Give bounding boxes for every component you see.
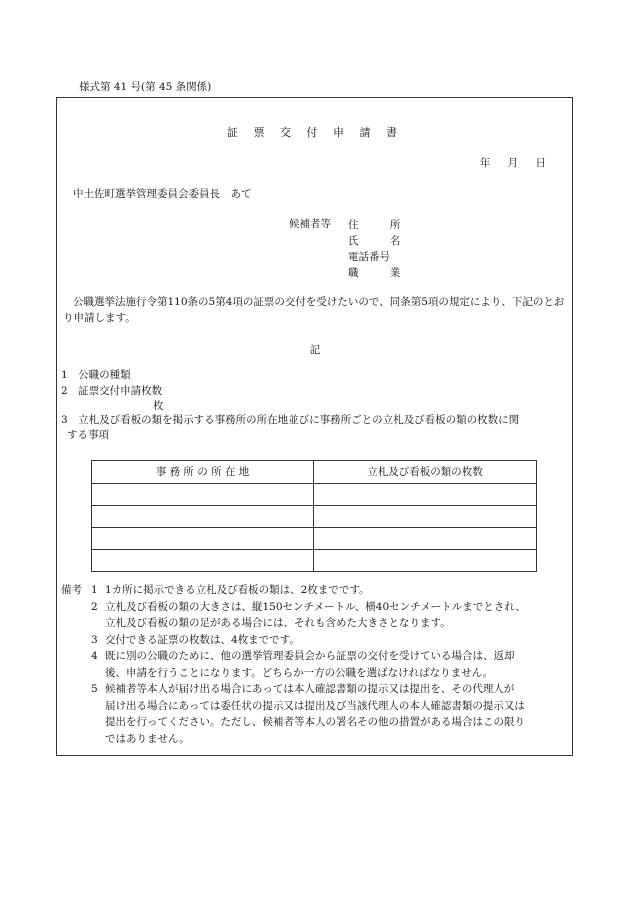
note-number: 4 xyxy=(91,650,98,662)
note-number: 5 xyxy=(91,683,98,695)
note-number: 1 xyxy=(91,584,98,596)
note-text-cont: 立札及び看板の類の足がある場合には、それも含めた大きさとなります。 xyxy=(105,617,451,629)
note-text-cont: 届け出る場合にあっては委任状の提示又は提出及び当該代理人の本人確認書類の提示又は xyxy=(105,699,525,712)
form-number: 様式第 41 号(第 45 条関係) xyxy=(79,81,212,93)
date-day: 日 xyxy=(535,157,548,169)
application-statement: 公職選挙法施行令第110条の5第4項の証票の交付を受けたいので、同条第5項の規定により、下記のとおり申請します。 xyxy=(63,296,565,324)
addressee: 中土佐町選挙管理委員会委員長 あて xyxy=(73,188,252,200)
sign-count-cell[interactable] xyxy=(314,528,537,550)
applicant-label: 候補者等 xyxy=(289,218,331,230)
office-location-cell[interactable] xyxy=(92,550,314,572)
item-count: 2 証票交付申請枚数 xyxy=(61,385,163,397)
office-location-cell[interactable] xyxy=(92,484,314,506)
note-item xyxy=(61,599,571,616)
field-name: 氏 名 xyxy=(348,235,415,247)
note-text-cont: 後、申請を行うことになります。どちらか一方の公職を選ばなければなりません。 xyxy=(105,666,494,679)
date-line xyxy=(470,156,548,170)
note-item xyxy=(61,582,571,599)
note-text: 既に別の公職のために、他の選挙管理委員会から証票の交付を受けている場合は、返却 xyxy=(105,650,515,662)
sign-count-cell[interactable] xyxy=(314,506,537,528)
table-header-row xyxy=(92,461,537,484)
form-title: 証 票 交 付 申 請 書 xyxy=(227,126,403,139)
application-items xyxy=(61,367,569,443)
date-month: 月 xyxy=(507,157,521,169)
ki-heading: 記 xyxy=(309,344,321,356)
header-office-location: 事 務 所 の 所 在 地 xyxy=(92,461,314,484)
note-number: 3 xyxy=(91,633,98,646)
note-item xyxy=(61,632,571,649)
office-location-cell[interactable] xyxy=(92,528,314,550)
sign-count-cell[interactable] xyxy=(314,484,537,506)
note-number: 2 xyxy=(91,600,98,613)
notes xyxy=(61,582,571,747)
notes-label: 備考 xyxy=(61,584,82,596)
note-text: 1カ所に掲示できる立札及び看板の類は、2枚までです。 xyxy=(105,584,370,596)
item-count-unit: 枚 xyxy=(153,400,164,412)
field-phone: 電話番号 xyxy=(348,251,390,263)
office-table xyxy=(91,460,537,572)
item-office-signs: 3 立札及び看板の類を掲示する事務所の所在地並びに事務所ごとの立札及び看板の類の枚数に関 する事項 xyxy=(61,414,520,441)
table-row xyxy=(92,550,537,572)
note-text: 立札及び看板の類の大きさは、縦150センチメートル、横40センチメートルまでとされ、 xyxy=(105,600,526,613)
note-text-cont: 提出を行ってください。ただし、候補者等本人の署名その他の措置がある場合はこの限り xyxy=(105,716,525,728)
note-text-cont: ではありません。 xyxy=(105,732,190,745)
item-office-type: 1 公職の種類 xyxy=(61,369,131,381)
date-year: 年 xyxy=(479,157,493,169)
field-occupation: 職 業 xyxy=(348,267,415,279)
note-item xyxy=(61,648,571,665)
table-row xyxy=(92,506,537,528)
office-location-cell[interactable] xyxy=(92,506,314,528)
note-text: 交付できる証票の枚数は、4枚までです。 xyxy=(105,633,300,646)
applicant-fields xyxy=(348,217,414,281)
table-row xyxy=(92,484,537,506)
table-row xyxy=(92,528,537,550)
sign-count-cell[interactable] xyxy=(314,550,537,572)
header-sign-count: 立札及び看板の類の枚数 xyxy=(314,461,537,484)
note-item xyxy=(61,681,571,698)
note-text: 候補者等本人が届け出る場合にあっては本人確認書類の提示又は提出を、その代理人が xyxy=(105,683,515,695)
field-address: 住 所 xyxy=(348,219,415,231)
